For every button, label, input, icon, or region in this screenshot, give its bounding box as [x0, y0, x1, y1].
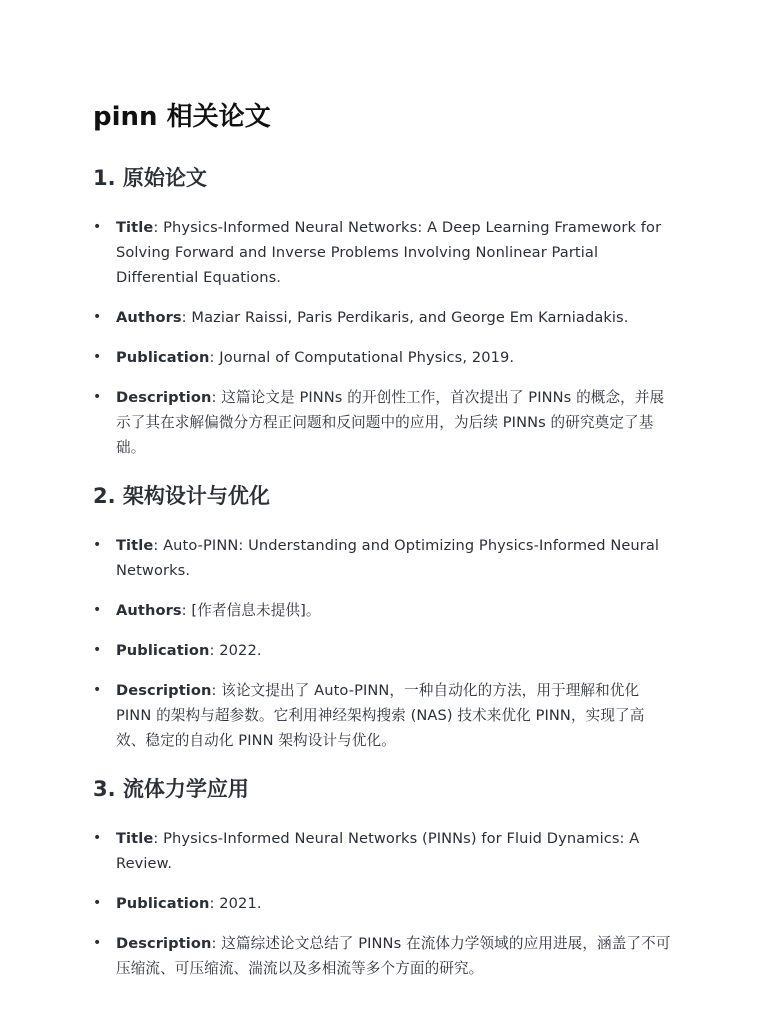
- item-label: Description: [116, 935, 212, 952]
- item-label: Title: [116, 830, 154, 847]
- section-heading: 1. 原始论文: [93, 166, 207, 190]
- item-text: : [作者信息未提供]。: [181, 602, 321, 619]
- list-item: [93, 678, 672, 753]
- section-item-list: [93, 215, 672, 460]
- list-item: [93, 345, 672, 370]
- item-label: Description: [116, 682, 212, 699]
- section-heading: 2. 架构设计与优化: [93, 484, 270, 508]
- bullet-icon: •: [93, 602, 102, 618]
- document-title: pinn 相关论文: [93, 102, 271, 132]
- list-item: [93, 638, 672, 663]
- bullet-icon: •: [93, 349, 102, 365]
- item-label: Publication: [116, 895, 210, 912]
- bullet-icon: •: [93, 895, 102, 911]
- item-text: : Physics-Informed Neural Networks (PINNs) for Fluid Dynamics: A Review.: [116, 830, 640, 872]
- item-text: : Journal of Computational Physics, 2019.: [209, 349, 515, 366]
- list-item: [93, 533, 672, 583]
- bullet-icon: •: [93, 935, 102, 951]
- item-label: Title: [116, 219, 154, 236]
- item-text: : 2022.: [209, 642, 262, 659]
- item-text: : Auto-PINN: Understanding and Optimizing Physics-Informed Neural Networks.: [116, 537, 660, 579]
- bullet-icon: •: [93, 830, 102, 846]
- item-label: Publication: [116, 349, 210, 366]
- list-item: [93, 215, 672, 290]
- item-text: : 该论文提出了 Auto-PINN，一种自动化的方法，用于理解和优化 PINN 的架构与超参数。它利用神经架构搜索 (NAS) 技术来优化 PINN，实现了高效、稳定的自动化 PINN 架构设计与优化。: [116, 682, 645, 749]
- bullet-icon: •: [93, 389, 102, 405]
- item-text: : 这篇综述论文总结了 PINNs 在流体力学领域的应用进展，涵盖了不可压缩流、可压缩流、湍流以及多相流等多个方面的研究。: [116, 935, 671, 977]
- section-item-list: [93, 533, 672, 753]
- bullet-icon: •: [93, 537, 102, 553]
- item-text: : 这篇论文是 PINNs 的开创性工作，首次提出了 PINNs 的概念，并展示了其在求解偏微分方程正问题和反问题中的应用，为后续 PINNs 的研究奠定了基础。: [116, 389, 665, 456]
- item-label: Authors: [116, 309, 182, 326]
- item-text: : 2021.: [209, 895, 262, 912]
- bullet-icon: •: [93, 642, 102, 658]
- section-heading: 3. 流体力学应用: [93, 777, 249, 801]
- list-item: [93, 931, 672, 981]
- list-item: [93, 305, 672, 330]
- bullet-icon: •: [93, 682, 102, 698]
- sections-container: [93, 164, 672, 981]
- section-item-list: [93, 826, 672, 981]
- list-item: [93, 826, 672, 876]
- bullet-icon: •: [93, 309, 102, 325]
- bullet-icon: •: [93, 219, 102, 235]
- item-label: Description: [116, 389, 212, 406]
- item-label: Authors: [116, 602, 182, 619]
- item-label: Publication: [116, 642, 210, 659]
- list-item: [93, 598, 672, 623]
- item-label: Title: [116, 537, 154, 554]
- list-item: [93, 385, 672, 460]
- list-item: [93, 891, 672, 916]
- item-text: : Physics-Informed Neural Networks: A Deep Learning Framework for Solving Forward and Inverse Problems Involving Nonlinear Partial Differential Equations.: [116, 219, 662, 286]
- item-text: : Maziar Raissi, Paris Perdikaris, and George Em Karniadakis.: [181, 309, 629, 326]
